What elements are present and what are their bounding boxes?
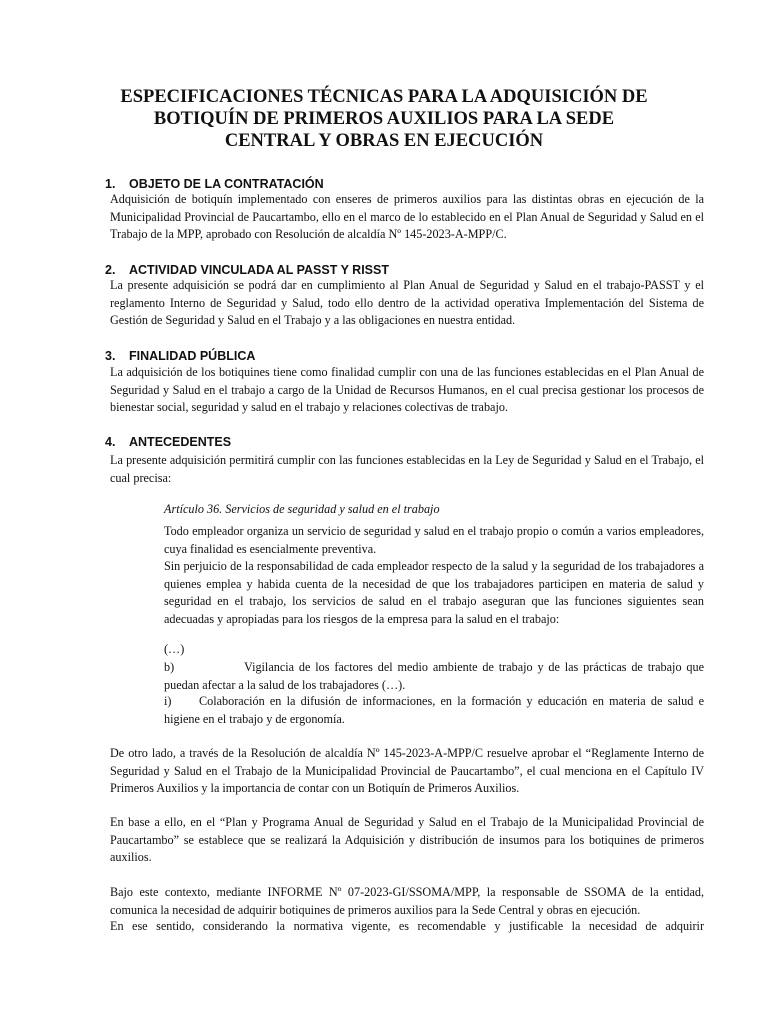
section-number: 2. <box>105 263 116 277</box>
body-paragraph-1: De otro lado, a través de la Resolución de alcaldía Nº 145-2023-A-MPP/C resuelve aprobar el “Reglamente Interno de Seguridad y Salud en el Trabajo de la Municipalidad Provincial de Paucartambo”, el cual menciona en el Capítulo IV Primeros Auxilios y la importancia de contar con un Botiquín de Primeros Auxilios. <box>110 746 704 795</box>
section-heading-1 <box>105 176 705 192</box>
quoted-item-i <box>164 693 704 728</box>
quoted-item-b <box>164 659 704 694</box>
item-text: Colaboración en la difusión de informaciones, en la formación y educación en materia de salud e higiene en el trabajo y de ergonomía. <box>164 694 704 726</box>
quoted-article-title: Artículo 36. Servicios de seguridad y salud en el trabajo <box>164 502 440 516</box>
section-paragraph-4: La presente adquisición permitirá cumplir con las funciones establecidas en la Ley de Seguridad y Salud en el Trabajo, el cual precisa: <box>110 453 704 485</box>
section-title: ANTECEDENTES <box>129 435 232 449</box>
section-title: FINALIDAD PÚBLICA <box>129 349 256 363</box>
section-paragraph-2: La presente adquisición se podrá dar en cumplimiento al Plan Anual de Seguridad y Salud en el trabajo-PASST y el reglamento Interno de Seguridad y Salud, todo ello dentro de la actividad operativa Implementación del Sistema de Gestión de Seguridad y Salud en el Trabajo y a las obligaciones en nuestra entidad. <box>110 278 704 327</box>
item-label: b) <box>164 660 175 674</box>
document-title: ESPECIFICACIONES TÉCNICAS PARA LA ADQUISICIÓN DE BOTIQUÍN DE PRIMEROS AUXILIOS PARA LA SEDE CENTRAL Y OBRAS EN EJECUCIÓN <box>120 87 648 151</box>
item-label: i) <box>164 694 172 708</box>
section-number: 3. <box>105 349 116 363</box>
section-heading-2 <box>105 262 705 278</box>
section-paragraph-3: La adquisición de los botiquines tiene como finalidad cumplir con una de las funciones establecidas en el Plan Anual de Seguridad y Salud en el trabajo a cargo de la Unidad de Recursos Humanos, en el cual precisa gestionar los procesos de bienestar social, seguridad y salud en el trabajo y relaciones colectivas de trabajo. <box>110 365 704 414</box>
quoted-paragraph-1: Todo empleador organiza un servicio de seguridad y salud en el trabajo propio o común a varios empleadores, cuya finalidad es esencialmente preventiva. <box>164 524 704 556</box>
section-heading-4 <box>105 434 705 450</box>
section-title: ACTIVIDAD VINCULADA AL PASST Y RISST <box>129 263 389 277</box>
body-paragraph-2: En base a ello, en el “Plan y Programa Anual de Seguridad y Salud en el Trabajo de la Municipalidad Provincial de Paucartambo” se establece que se realizará la Adquisición y distribución de insumos para los botiquines de primeros auxilios. <box>110 815 704 864</box>
quoted-paragraph-2: Sin perjuicio de la responsabilidad de cada empleador respecto de la salud y la seguridad de los trabajadores a quienes emplea y habida cuenta de la necesidad de que los trabajadores participen en materia de salud y seguridad en el trabajo, los servicios de salud en el trabajo aseguran que las funciones siguientes sean adecuadas y apropiadas para los riesgos de la empresa para la salud en el trabajo: <box>164 559 704 626</box>
section-number: 4. <box>105 435 116 449</box>
body-paragraph-4: En ese sentido, considerando la normativa vigente, es recomendable y justificable la necesidad de adquirir <box>110 919 704 933</box>
item-text: Vigilancia de los factores del medio ambiente de trabajo y de las prácticas de trabajo que puedan afectar a la salud de los trabajadores (…). <box>164 660 704 692</box>
section-paragraph-1: Adquisición de botiquín implementado con enseres de primeros auxilios para las distintas obras en ejecución de la Municipalidad Provincial de Paucartambo, ello en el marco de lo establecido en el Plan Anual de Seguridad y Salud en el Trabajo de la MPP, aprobado con Resolución de alcaldía Nº 145-2023-A-MPP/C. <box>110 192 704 241</box>
section-number: 1. <box>105 177 116 191</box>
body-paragraph-3: Bajo este contexto, mediante INFORME Nº 07-2023-GI/SSOMA/MPP, la responsable de SSOMA de la entidad, comunica la necesidad de adquirir botiquines de primeros auxilios para la Sede Central y obras en ejecución. <box>110 885 704 917</box>
quote-ellipsis: (…) <box>164 642 185 656</box>
section-heading-3 <box>105 348 705 364</box>
section-title: OBJETO DE LA CONTRATACIÓN <box>129 177 324 191</box>
